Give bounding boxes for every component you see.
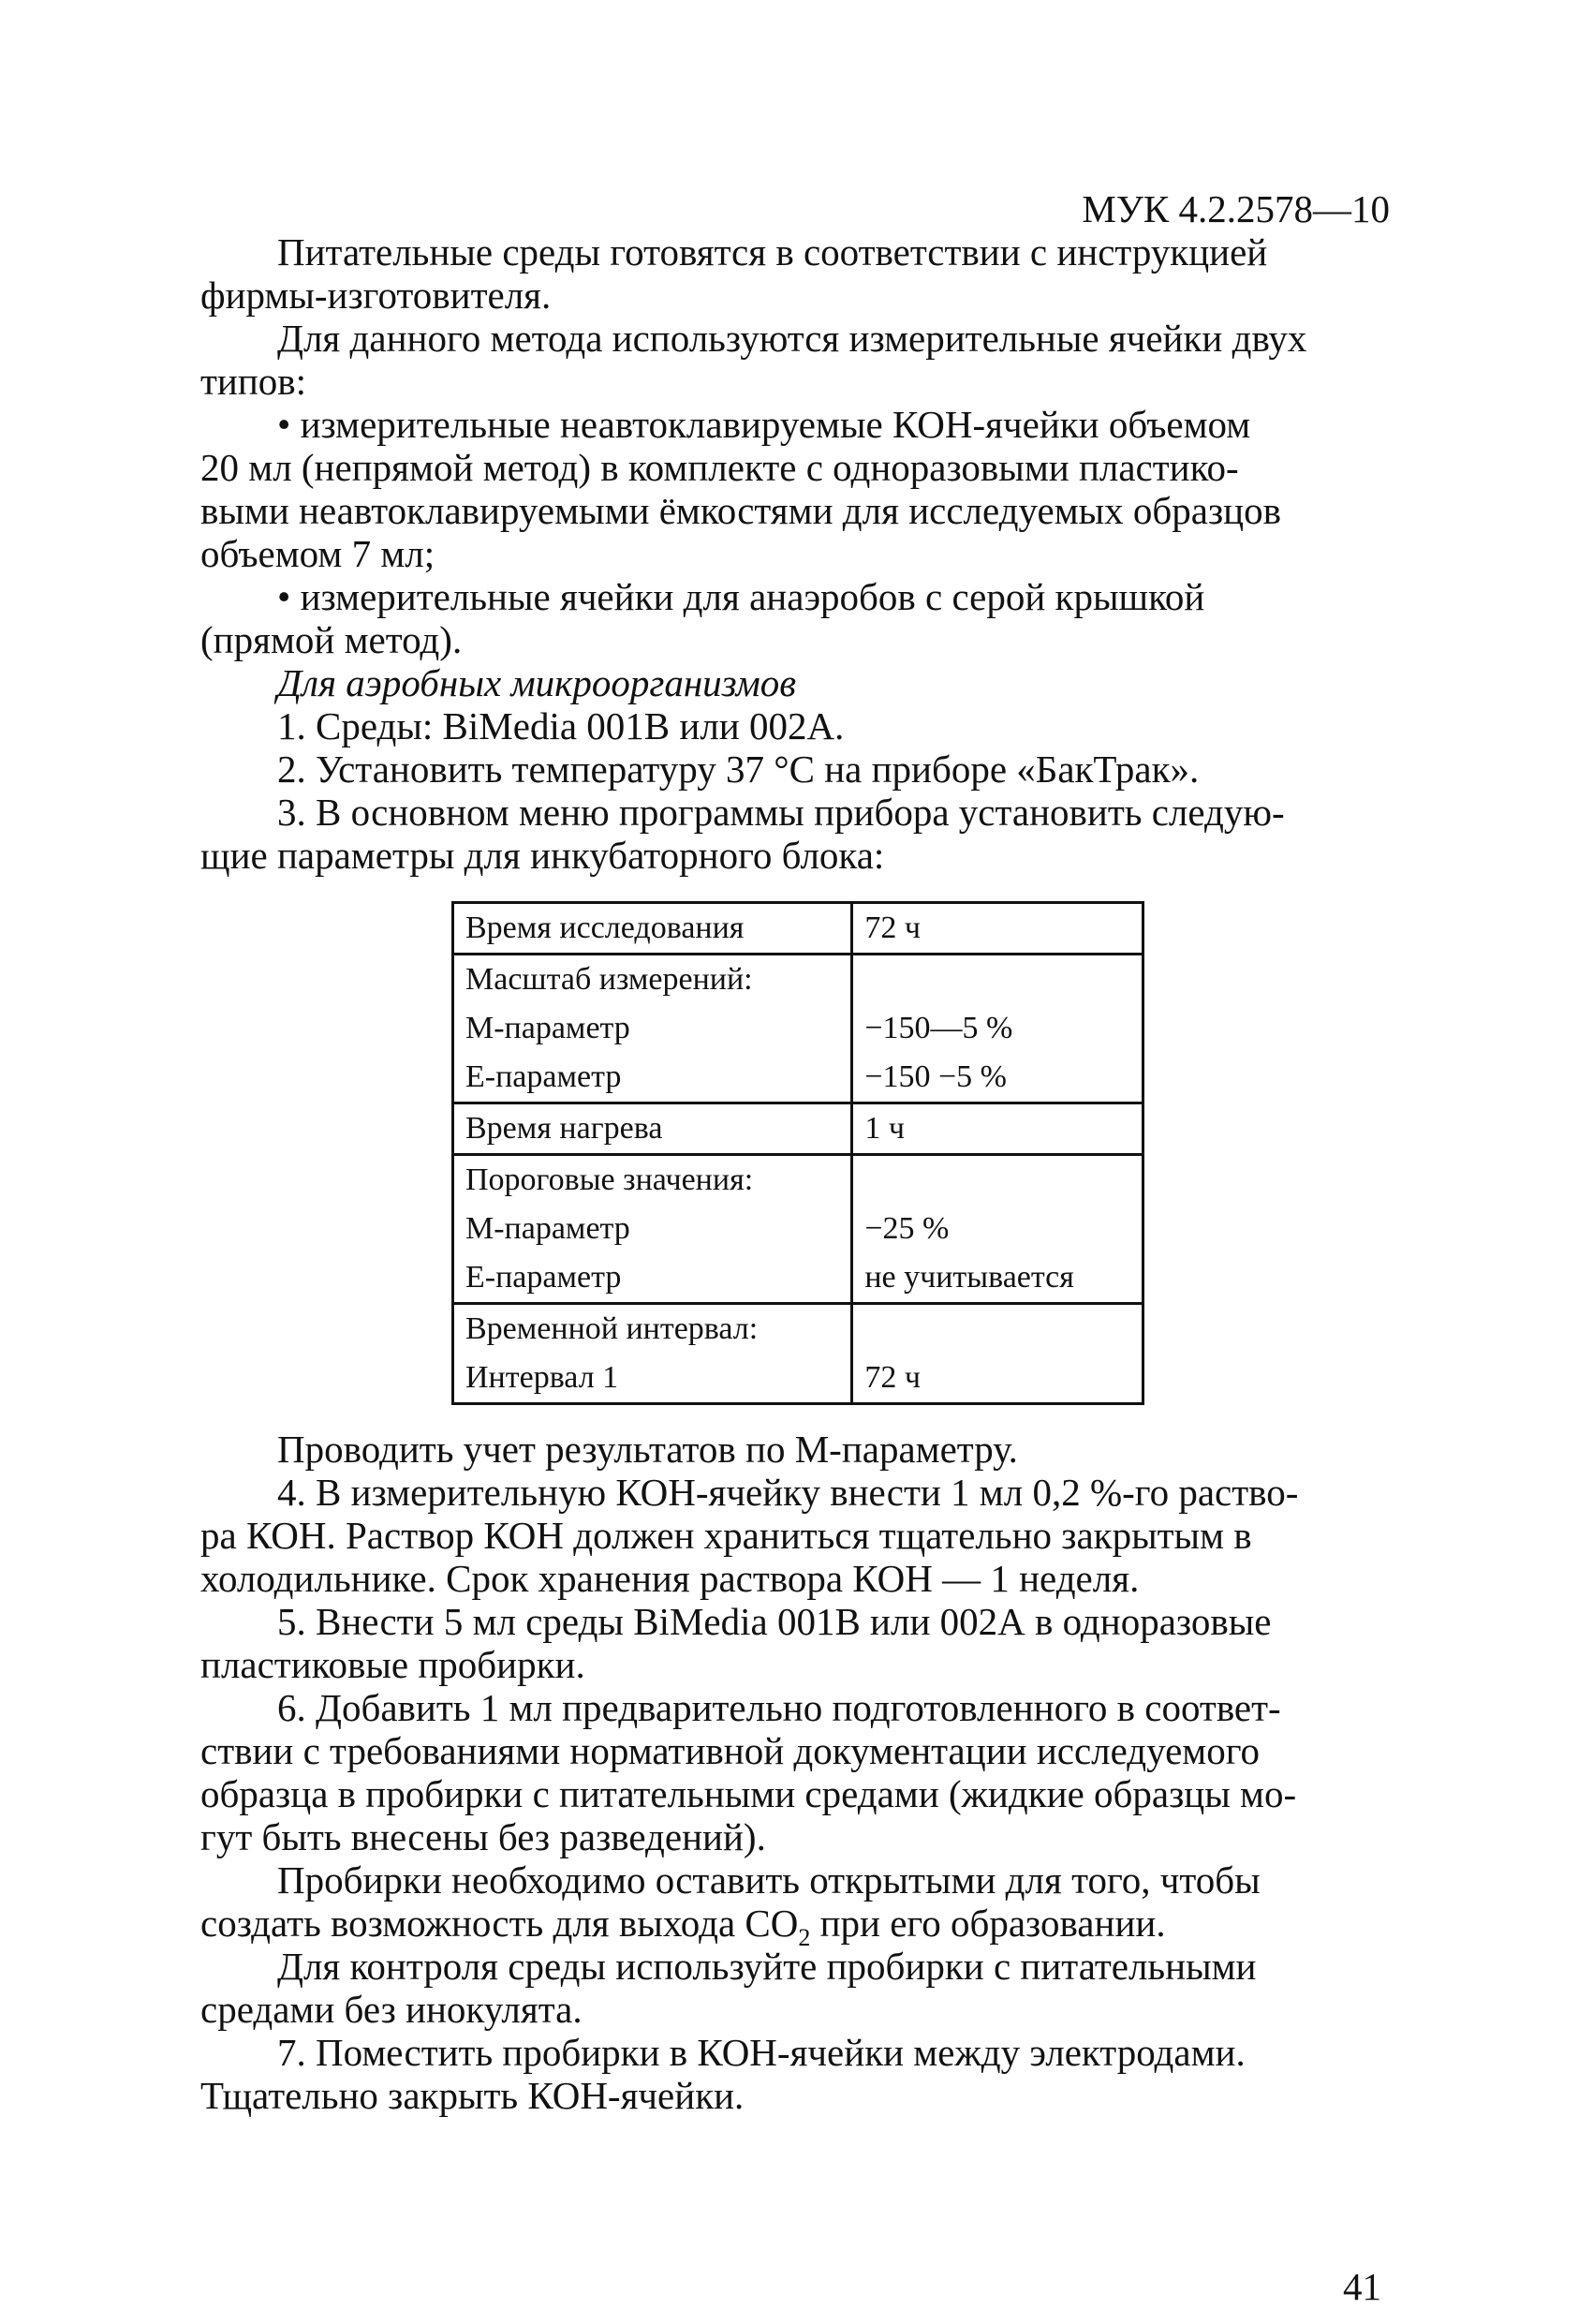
step-5: 5. Внести 5 мл среды BiMedia 001B или 002А в одноразовые пластиковые пробирки. — [200, 1600, 1272, 1686]
document-code: МУК 4.2.2578—10 — [1082, 187, 1390, 230]
table-subrow-value: 72 ч — [864, 1360, 921, 1395]
table-cell-label — [453, 1155, 852, 1304]
paragraph-tubes-open-end: при его образовании. — [810, 1902, 1166, 1945]
table-group-heading: Пороговые значения: — [465, 1162, 754, 1197]
paragraph-tubes-open — [200, 1858, 1390, 1951]
table-cell-value: 72 ч — [852, 903, 1143, 955]
table-row — [453, 1103, 1143, 1155]
table-subrow-value: −25 % — [864, 1211, 950, 1246]
table-cell-label — [453, 1304, 852, 1404]
table-subrow-label: Е-параметр — [465, 1260, 622, 1295]
table-group-heading: Масштаб измерений: — [465, 962, 753, 997]
paragraph-m-parameter: Проводить учет результатов по М-параметру. — [277, 1428, 1018, 1471]
step-6: 6. Добавить 1 мл предварительно подготовленного в соответ- ствии с требованиями нормативной документации исследуемого образца в пробирки с питательными средами (жидкие образцы мо- гут быть внесены без разведений). — [200, 1686, 1297, 1858]
paragraph-media-control: Для контроля среды используйте пробирки с питательными средами без инокулята. — [200, 1945, 1257, 2031]
table-subrow-value: не учитывается — [864, 1260, 1074, 1295]
step-1: 1. Среды: BiMedia 001B или 002А. — [277, 704, 845, 748]
table-subrow-label: М-параметр — [465, 1211, 630, 1246]
co2-subscript: 2 — [798, 1924, 811, 1951]
table-cell-label: Время нагрева — [453, 1103, 852, 1155]
step-2: 2. Установить температуру 37 °С на приборе «БакТрак». — [277, 748, 1200, 791]
table-subrow-value — [864, 1305, 1130, 1354]
table-subrow-value — [864, 1156, 1130, 1205]
table-subrow-label: Интервал 1 — [465, 1360, 619, 1395]
table-cell-value — [852, 1155, 1143, 1304]
table-group-heading: Временной интервал: — [465, 1311, 759, 1346]
table-subrow-value — [864, 955, 1130, 1004]
bullet-koh-cells: • измерительные неавтоклавируемые КОН-ячейки объемом 20 мл (непрямой метод) в комплекте с одноразовыми пластико- выми неавтоклавируемыми ёмкостями для исследуемых образцов объемом 7 мл; — [200, 403, 1281, 575]
document-page — [200, 187, 1390, 2308]
parameters-table — [451, 901, 1144, 1405]
bullet-anaerobe-cells: • измерительные ячейки для анаэробов с серой крышкой (прямой метод). — [200, 575, 1205, 661]
table-row — [453, 1155, 1143, 1304]
page-number: 41 — [1343, 2265, 1381, 2308]
step-7: 7. Поместить пробирки в КОН-ячейки между электродами. Тщательно закрыть КОН-ячейки. — [200, 2031, 1246, 2117]
subheading-aerobic: Для аэробных микроорганизмов — [277, 661, 797, 704]
table-row — [453, 955, 1143, 1103]
paragraph-cell-types: Для данного метода используются измерительные ячейки двух типов: — [200, 317, 1307, 403]
table-row — [453, 903, 1143, 955]
table-row — [453, 1304, 1143, 1404]
table-subrow-label: М-параметр — [465, 1011, 630, 1045]
table-subrow-label: Е-параметр — [465, 1059, 622, 1094]
step-4: 4. В измерительную КОН-ячейку внести 1 мл 0,2 %-го раство- ра КОН. Раствор КОН должен храниться тщательно закрытым в холодильнике. Срок хранения раствора КОН — 1 неделя. — [200, 1471, 1299, 1600]
table-subrow-value: −150—5 % — [864, 1011, 1013, 1045]
paragraph-tubes-open-text: Пробирки необходимо оставить открытыми для того, чтобы создать возможность для выхода СО — [200, 1858, 1261, 1945]
step-3: 3. В основном меню программы прибора установить следую- щие параметры для инкубаторного блока: — [200, 791, 1285, 877]
table-cell-label: Время исследования — [453, 903, 852, 955]
table-subrow-value: −150 −5 % — [864, 1059, 1007, 1094]
table-cell-value — [852, 1304, 1143, 1404]
paragraph-media-preparation: Питательные среды готовятся в соответствии с инструкцией фирмы-изготовителя. — [200, 230, 1268, 317]
table-cell-value — [852, 955, 1143, 1103]
table-cell-label — [453, 955, 852, 1103]
table-cell-value: 1 ч — [852, 1103, 1143, 1155]
